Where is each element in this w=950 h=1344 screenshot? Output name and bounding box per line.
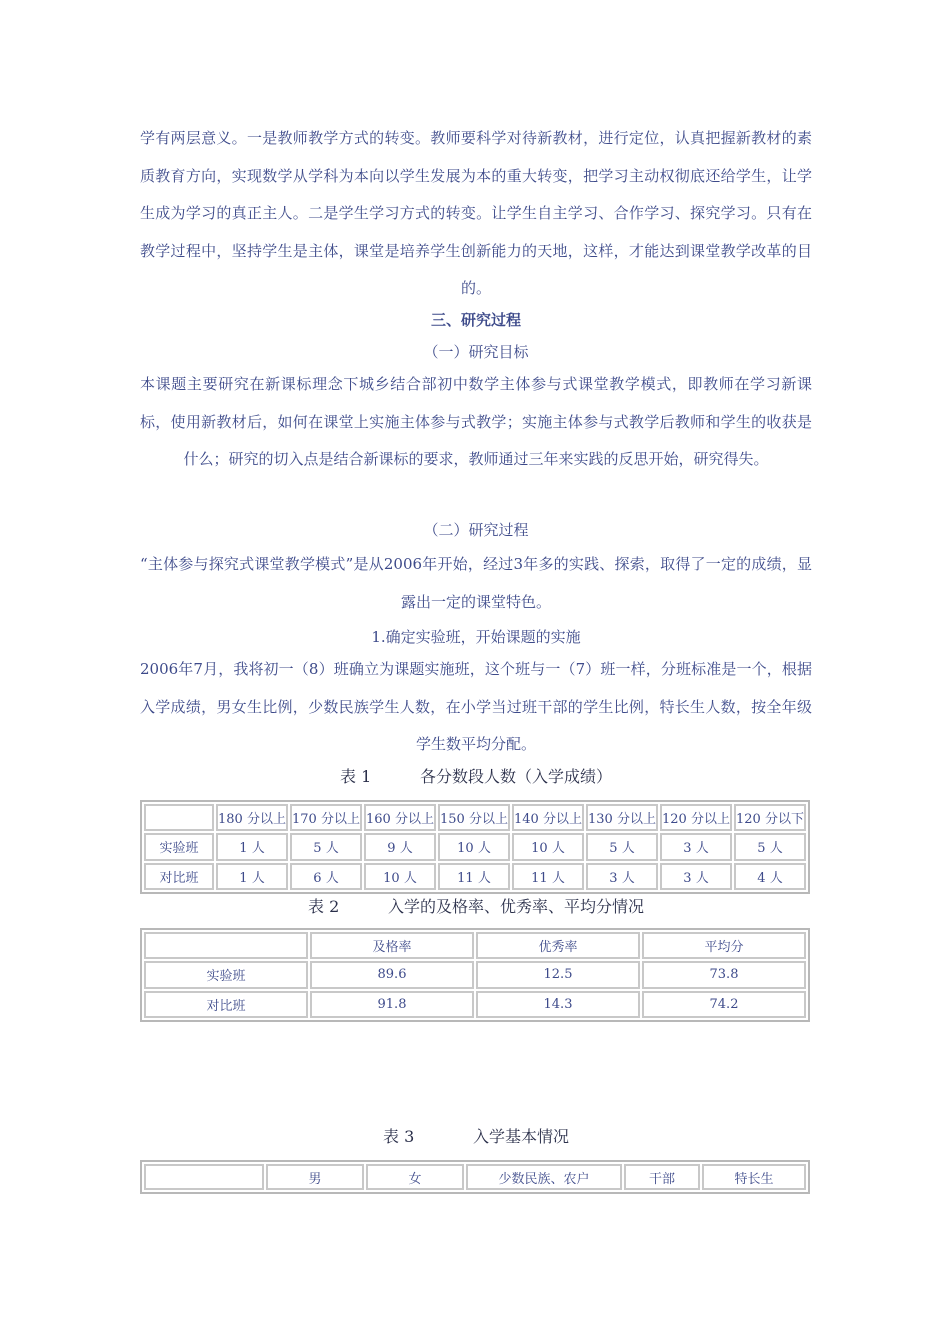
table3 bbox=[140, 1160, 810, 1194]
subsection-heading-goal: （一）研究目标 bbox=[423, 343, 529, 361]
paragraph-intro: 学有两层意义。一是教师教学方式的转变。教师要科学对待新教材，进行定位，认真把握新教材的素质教育方向，实现数学从学科为本向以学生发展为本的重大转变，把学习主动权彻底还给学生，让学生成为学习的真正主人。二是学生学习方式的转变。让学生自主学习、合作学习、探究学习。只有在教学过程中，坚持学生是主体，课堂是培养学生创新能力的天地，这样，才能达到课堂教学改革的目的。 bbox=[140, 129, 812, 297]
table-row bbox=[144, 991, 806, 1018]
table-cell: 10 人 bbox=[438, 833, 510, 860]
table-row bbox=[144, 863, 806, 890]
table-cell: 120 分以下 bbox=[734, 804, 806, 831]
table-cell: 14.3 bbox=[476, 991, 640, 1018]
table1-caption bbox=[140, 766, 812, 788]
table-cell: 10 人 bbox=[512, 833, 584, 860]
table-cell: 180 分以上 bbox=[216, 804, 288, 831]
table2-caption bbox=[140, 896, 812, 918]
table2-caption-title: 入学的及格率、优秀率、平均分情况 bbox=[387, 897, 644, 916]
table-cell: 对比班 bbox=[144, 991, 308, 1018]
table-header-row bbox=[144, 1164, 806, 1190]
table-cell: 73.8 bbox=[642, 961, 806, 988]
table-cell: 150 分以上 bbox=[438, 804, 510, 831]
table-row bbox=[144, 833, 806, 860]
table-cell: 130 分以上 bbox=[586, 804, 658, 831]
table-cell: 女 bbox=[366, 1164, 464, 1190]
table1-caption-title: 各分数段人数（入学成绩） bbox=[419, 767, 612, 786]
table-cell: 3 人 bbox=[660, 863, 732, 890]
subsection-heading-process: （二）研究过程 bbox=[423, 521, 529, 539]
table-row bbox=[144, 961, 806, 988]
table-cell: 对比班 bbox=[144, 863, 214, 890]
table-cell: 74.2 bbox=[642, 991, 806, 1018]
table-cell bbox=[144, 1164, 264, 1190]
table-cell: 少数民族、农户 bbox=[466, 1164, 622, 1190]
table-cell: 优秀率 bbox=[476, 932, 640, 959]
table-cell: 89.6 bbox=[310, 961, 474, 988]
table1-caption-number: 表 1 bbox=[339, 767, 372, 786]
table-cell: 干部 bbox=[624, 1164, 700, 1190]
table-cell: 6 人 bbox=[290, 863, 362, 890]
table-cell: 特长生 bbox=[702, 1164, 806, 1190]
table-cell: 5 人 bbox=[586, 833, 658, 860]
paragraph-goal: 本课题主要研究在新课标理念下城乡结合部初中数学主体参与式课堂教学模式，即教师在学习新课标，使用新教材后，如何在课堂上实施主体参与式教学；实施主体参与式教学后教师和学生的收获是什么；研究的切入点是结合新课标的要求，教师通过三年来实践的反思开始，研究得失。 bbox=[140, 375, 812, 468]
section-heading: 三、研究过程 bbox=[430, 311, 521, 329]
table-cell: 9 人 bbox=[364, 833, 436, 860]
table-cell: 5 人 bbox=[290, 833, 362, 860]
table-header-row bbox=[144, 932, 806, 959]
table-header-row bbox=[144, 804, 806, 831]
table-cell: 实验班 bbox=[144, 961, 308, 988]
table-cell: 170 分以上 bbox=[290, 804, 362, 831]
table2 bbox=[140, 928, 810, 1022]
paragraph-class-setup: 2006年7月，我将初一（8）班确立为课题实施班，这个班与一（7）班一样，分班标准是一个，根据入学成绩，男女生比例，少数民族学生人数，在小学当过班干部的学生比例，特长生人数，按全年级学生数平均分配。 bbox=[140, 660, 812, 753]
table-cell bbox=[144, 932, 308, 959]
table-cell: 10 人 bbox=[364, 863, 436, 890]
table-cell: 3 人 bbox=[586, 863, 658, 890]
table-cell: 及格率 bbox=[310, 932, 474, 959]
table-cell: 91.8 bbox=[310, 991, 474, 1018]
table-cell: 160 分以上 bbox=[364, 804, 436, 831]
table-cell: 实验班 bbox=[144, 833, 214, 860]
table-cell: 5 人 bbox=[734, 833, 806, 860]
table3-caption-title: 入学基本情况 bbox=[472, 1127, 569, 1146]
table3-caption bbox=[140, 1126, 812, 1148]
table3-caption-number: 表 3 bbox=[382, 1127, 415, 1146]
table-cell bbox=[144, 804, 214, 831]
table-cell: 140 分以上 bbox=[512, 804, 584, 831]
paragraph-process: “主体参与探究式课堂教学模式”是从2006年开始，经过3年多的实践、探索，取得了一定的成绩，显露出一定的课堂特色。 bbox=[140, 555, 812, 611]
table-cell: 3 人 bbox=[660, 833, 732, 860]
table-cell: 120 分以上 bbox=[660, 804, 732, 831]
table-cell: 11 人 bbox=[512, 863, 584, 890]
table-cell: 1 人 bbox=[216, 863, 288, 890]
table-cell: 12.5 bbox=[476, 961, 640, 988]
table-cell: 11 人 bbox=[438, 863, 510, 890]
table-cell: 平均分 bbox=[642, 932, 806, 959]
table2-caption-number: 表 2 bbox=[307, 897, 340, 916]
item-heading: 1.确定实验班，开始课题的实施 bbox=[371, 628, 581, 646]
table-cell: 4 人 bbox=[734, 863, 806, 890]
table-cell: 男 bbox=[266, 1164, 364, 1190]
table1 bbox=[140, 800, 810, 894]
table-cell: 1 人 bbox=[216, 833, 288, 860]
